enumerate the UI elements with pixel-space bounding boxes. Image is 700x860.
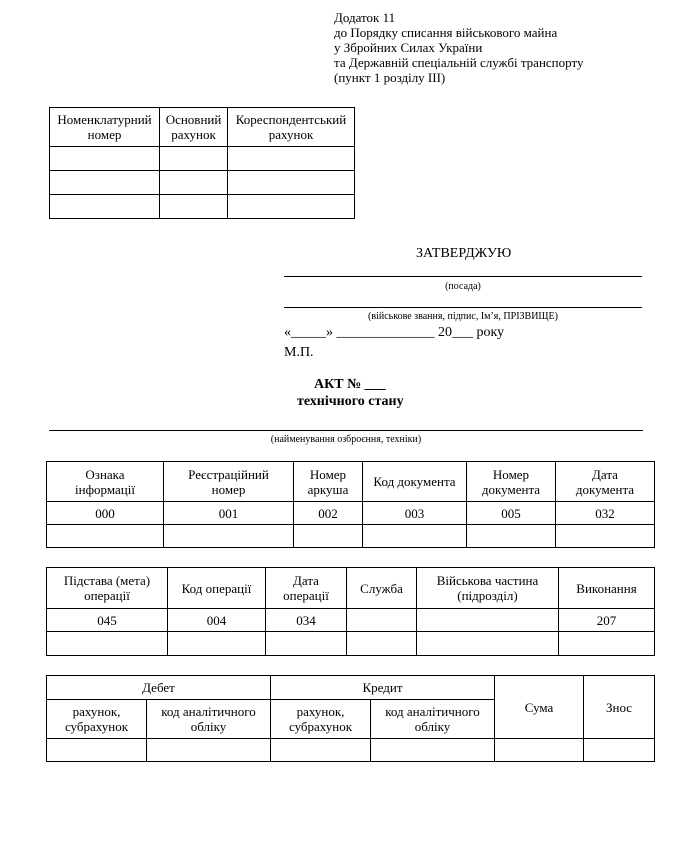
- appendix-line: у Збройних Силах України: [334, 40, 483, 55]
- code-cell: 045: [47, 609, 168, 632]
- header-text: код аналітичного: [161, 704, 256, 719]
- header-text: операції: [84, 588, 130, 603]
- accounting-table: [46, 675, 655, 762]
- act-subtitle: технічного стану: [297, 394, 404, 409]
- code-cell: [347, 609, 417, 632]
- appendix-line: та Державній спеціальній службі транспорту: [334, 55, 584, 70]
- header-correspondent-account: [228, 108, 355, 147]
- empty-cell[interactable]: [47, 632, 168, 656]
- header-text: субрахунок: [288, 719, 353, 734]
- weapon-name-line: [49, 430, 643, 431]
- code-cell: 002: [294, 502, 363, 525]
- appendix-line: до Порядку списання військового майна: [334, 25, 558, 40]
- empty-cell[interactable]: [294, 525, 363, 548]
- empty-cell[interactable]: [47, 525, 164, 548]
- header-debit-account: [47, 700, 147, 739]
- empty-cell[interactable]: [50, 195, 160, 219]
- code-cell: 004: [168, 609, 266, 632]
- code-cell: 000: [47, 502, 164, 525]
- header-text: Номер: [309, 466, 347, 482]
- empty-cell[interactable]: [228, 147, 355, 171]
- header-text: Служба: [360, 580, 403, 596]
- header-text: Дата: [293, 573, 319, 588]
- signature-line: [284, 307, 642, 308]
- code-cell: [417, 609, 559, 632]
- table-row: [47, 632, 655, 656]
- empty-cell[interactable]: [271, 739, 371, 762]
- header-document-code: [363, 462, 467, 502]
- header-text: Основний: [165, 112, 222, 127]
- header-main-account: [160, 108, 228, 147]
- header-text: Виконання: [576, 580, 637, 596]
- empty-cell[interactable]: [160, 147, 228, 171]
- table-row: [50, 171, 355, 195]
- empty-cell[interactable]: [50, 147, 160, 171]
- approval-title: ЗАТВЕРДЖУЮ: [416, 246, 512, 261]
- header-text: Номенклатурний: [57, 112, 152, 127]
- header-military-unit: [417, 568, 559, 609]
- header-text: Номер: [492, 466, 530, 482]
- header-text: Військова частина: [436, 573, 539, 588]
- empty-cell[interactable]: [266, 632, 347, 656]
- header-text: код аналітичного: [385, 704, 480, 719]
- header-text: інформації: [75, 481, 135, 497]
- header-operation-code: [168, 568, 266, 609]
- header-service: [347, 568, 417, 609]
- header-debit-analytic: [147, 700, 271, 739]
- table-row: [47, 739, 655, 762]
- empty-cell[interactable]: [467, 525, 556, 548]
- empty-cell[interactable]: [347, 632, 417, 656]
- operation-table: [46, 567, 655, 656]
- header-execution: [559, 568, 655, 609]
- header-document-date: [556, 462, 655, 502]
- appendix-note: [334, 10, 583, 85]
- empty-cell[interactable]: [160, 171, 228, 195]
- document-info-table: [46, 461, 655, 548]
- empty-cell[interactable]: [50, 171, 160, 195]
- table-row: [47, 525, 655, 548]
- act-title: АКТ № ___: [314, 377, 386, 392]
- header-nomenclature-number: [50, 108, 160, 147]
- empty-cell[interactable]: [160, 195, 228, 219]
- empty-cell[interactable]: [228, 171, 355, 195]
- header-credit-account: [271, 700, 371, 739]
- stamp-label: М.П.: [284, 345, 314, 360]
- date-line: «_____» ______________ 20___ року: [284, 325, 505, 340]
- header-text: операції: [283, 588, 329, 603]
- position-caption: (посада): [445, 281, 481, 292]
- empty-cell[interactable]: [371, 739, 495, 762]
- account-table: [49, 107, 355, 219]
- header-text: Підстава (мета): [63, 573, 151, 588]
- header-text: Реєстраційний: [188, 466, 269, 482]
- header-document-number: [467, 462, 556, 502]
- empty-cell[interactable]: [559, 632, 655, 656]
- header-text: номер: [87, 127, 122, 142]
- code-cell: 034: [266, 609, 347, 632]
- empty-cell[interactable]: [164, 525, 294, 548]
- appendix-line: Додаток 11: [334, 10, 396, 25]
- table-row: [50, 195, 355, 219]
- header-info-sign: [47, 462, 164, 502]
- header-text: рахунок,: [296, 704, 345, 719]
- empty-cell[interactable]: [556, 525, 655, 548]
- header-text: Ознака: [85, 466, 125, 482]
- header-text: рахунок: [268, 127, 314, 142]
- header-text: обліку: [414, 719, 451, 734]
- empty-cell[interactable]: [47, 739, 147, 762]
- empty-cell[interactable]: [168, 632, 266, 656]
- code-cell: 003: [363, 502, 467, 525]
- header-text: документа: [481, 481, 541, 497]
- position-line: [284, 276, 642, 277]
- empty-cell[interactable]: [147, 739, 271, 762]
- empty-cell[interactable]: [363, 525, 467, 548]
- header-text: Кореспондентський: [235, 112, 347, 127]
- code-row: [47, 502, 655, 525]
- header-text: рахунок: [171, 127, 216, 142]
- empty-cell[interactable]: [228, 195, 355, 219]
- header-text: аркуша: [307, 481, 349, 497]
- header-sum: Сума: [495, 676, 584, 739]
- signature-caption: (військове звання, підпис, Ім’я, ПРІЗВИЩЕ): [368, 311, 558, 322]
- header-text: обліку: [190, 719, 227, 734]
- header-text: рахунок,: [72, 704, 121, 719]
- weapon-caption: (найменування озброєння, техніки): [270, 434, 422, 445]
- header-text: Код документа: [373, 474, 456, 489]
- code-cell: 005: [467, 502, 556, 525]
- empty-cell[interactable]: [417, 632, 559, 656]
- code-cell: 032: [556, 502, 655, 525]
- header-registration-number: [164, 462, 294, 502]
- header-wear: Знос: [584, 676, 655, 739]
- header-debit: Дебет: [47, 676, 271, 700]
- empty-cell[interactable]: [495, 739, 584, 762]
- empty-cell[interactable]: [584, 739, 655, 762]
- header-credit-analytic: [371, 700, 495, 739]
- header-text: документа: [575, 481, 635, 497]
- appendix-line: (пункт 1 розділу ІІІ): [334, 70, 446, 85]
- code-row: [47, 609, 655, 632]
- header-text: (підрозділ): [457, 588, 518, 603]
- table-row: [50, 147, 355, 171]
- code-cell: 001: [164, 502, 294, 525]
- header-sheet-number: [294, 462, 363, 502]
- header-credit: Кредит: [271, 676, 495, 700]
- code-cell: 207: [559, 609, 655, 632]
- header-operation-basis: [47, 568, 168, 609]
- header-text: номер: [211, 481, 246, 497]
- header-text: Дата: [592, 466, 618, 482]
- header-text: субрахунок: [64, 719, 129, 734]
- header-operation-date: [266, 568, 347, 609]
- header-text: Код операції: [181, 580, 252, 596]
